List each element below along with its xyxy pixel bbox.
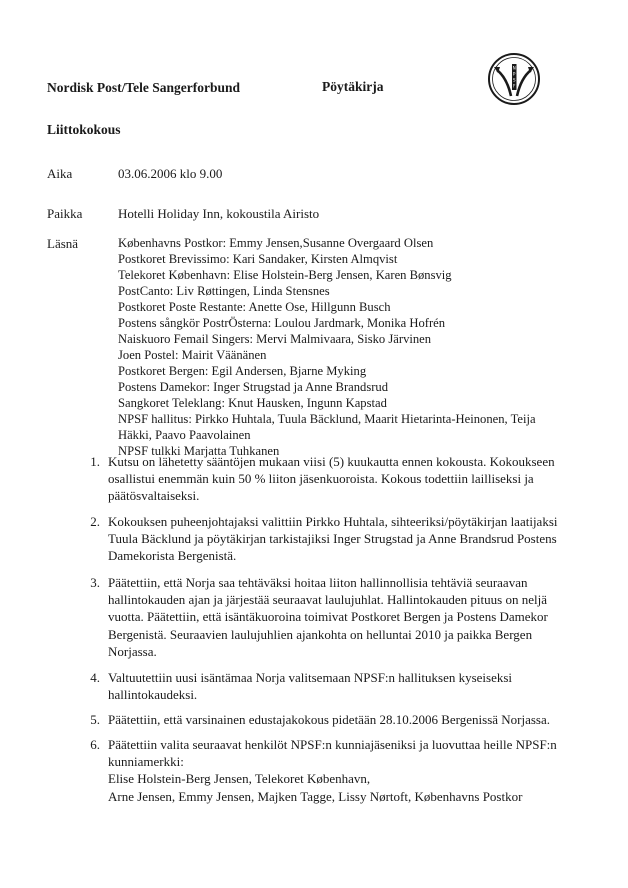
item-line: päätösvaltaiseksi. [108, 488, 200, 504]
attendee-line: Postkoret Poste Restante: Anette Ose, Hillgunn Busch [118, 300, 391, 314]
item-number: 1. [90, 454, 100, 469]
item-number: 4. [90, 670, 100, 685]
time-label: Aika [47, 166, 73, 181]
item-line: Tuula Bäcklund ja pöytäkirjan tarkistajiksi Inger Strugstad ja Anne Brandsrud Postens [108, 531, 557, 547]
item-line: Arne Jensen, Emmy Jensen, Majken Tagge, Lissy Nørtoft, Københavns Postkor [108, 788, 523, 804]
place-value: Hotelli Holiday Inn, kokoustila Airisto [118, 206, 320, 221]
logo-letter-s: S [512, 77, 516, 83]
logo-letter-p: P [512, 71, 516, 77]
attendee-line: Sangkoret Teleklang: Knut Hausken, Ingunn Kapstad [118, 396, 387, 410]
attendee-line: PostCanto: Liv Røttingen, Linda Stensnes [118, 284, 330, 298]
attendee-line: Häkki, Paavo Paavolainen [118, 428, 251, 442]
item-line: hallintokaudeksi. [108, 687, 198, 703]
item-number: 5. [90, 712, 100, 727]
attendee-line: Naiskuoro Femail Singers: Mervi Malmivaara, Sisko Järvinen [118, 332, 432, 346]
item-number: 6. [90, 737, 100, 752]
attendee-line: Postens Damekor: Inger Strugstad ja Anne Brandsrud [118, 380, 389, 394]
item-line: kunniamerkki: [108, 754, 184, 770]
item-line: vuotta. Päätettiin, että isäntäkuoroina toimivat Postkoret Bergen ja Postens Damekor [108, 609, 548, 625]
item-line: Päätettiin valita seuraavat henkilöt NPSF:n kunniajäseniksi ja luovuttaa heille NPSF:n [108, 737, 557, 752]
item-number: 3. [90, 575, 100, 590]
npsf-logo [487, 52, 541, 106]
item-line: Päätettiin, että varsinainen edustajakokous pidetään 28.10.2006 Bergenissä Norjassa. [108, 712, 551, 727]
attendee-line: Postkoret Bergen: Egil Andersen, Bjarne Myking [118, 364, 367, 378]
item-line: Kokouksen puheenjohtajaksi valittiin Pirkko Huhtala, sihteeriksi/pöytäkirjan laatijaksi [108, 514, 558, 529]
item-line: Norjassa. [108, 643, 157, 659]
meeting-title: Liittokokous [47, 122, 121, 137]
item-line: osallistui enemmän kuin 50 % liiton jäsenkuoroista. Kokous todettiin lailliseksi ja [108, 471, 534, 487]
organization-name: Nordisk Post/Tele Sangerforbund [47, 80, 241, 95]
item-number: 2. [90, 514, 100, 529]
item-line: Bergenistä. Seuraavien laulujuhlien ajankohta on helluntai 2010 ja paikka Bergen [108, 626, 533, 642]
attendee-line: Joen Postel: Mairit Väänänen [118, 348, 267, 362]
document-type: Pöytäkirja [322, 79, 384, 94]
item-line: Damekorista Bergenistä. [108, 548, 237, 564]
attendees-label: Läsnä [47, 236, 79, 251]
item-line: Päätettiin, että Norja saa tehtäväksi hoitaa liiton hallinnollisia tehtäviä seuraavan [108, 575, 528, 590]
attendee-line: Postens sångkör PostrÖsterna: Loulou Jardmark, Monika Hofrén [118, 316, 446, 330]
attendee-line: NPSF tulkki Marjatta Tuhkanen [118, 444, 280, 458]
time-value: 03.06.2006 klo 9.00 [118, 166, 223, 181]
item-line: hallintokauden ajan ja järjestää seuraavat laulujuhlat. Hallintokauden pituus on neljä [108, 592, 547, 608]
logo-letter-n: N [512, 65, 516, 71]
attendee-line: Postkoret Brevissimo: Kari Sandaker, Kirsten Almqvist [118, 252, 398, 266]
item-line: Elise Holstein-Berg Jensen, Telekoret København, [108, 771, 371, 787]
attendee-line: Københavns Postkor: Emmy Jensen,Susanne Overgaard Olsen [118, 236, 434, 250]
attendee-line: NPSF hallitus: Pirkko Huhtala, Tuula Bäcklund, Maarit Hietarinta-Heinonen, Teija [118, 412, 536, 426]
logo-letter-f: F [512, 83, 516, 89]
place-label: Paikka [47, 206, 83, 221]
item-line: Kutsu on lähetetty sääntöjen mukaan viisi (5) kuukautta ennen kokousta. Kokoukseen [108, 454, 555, 469]
item-line: Valtuutettiin uusi isäntämaa Norja valitsemaan NPSF:n hallituksen kyseiseksi [108, 670, 513, 685]
attendee-line: Telekoret København: Elise Holstein-Berg Jensen, Karen Bønsvig [118, 268, 452, 282]
